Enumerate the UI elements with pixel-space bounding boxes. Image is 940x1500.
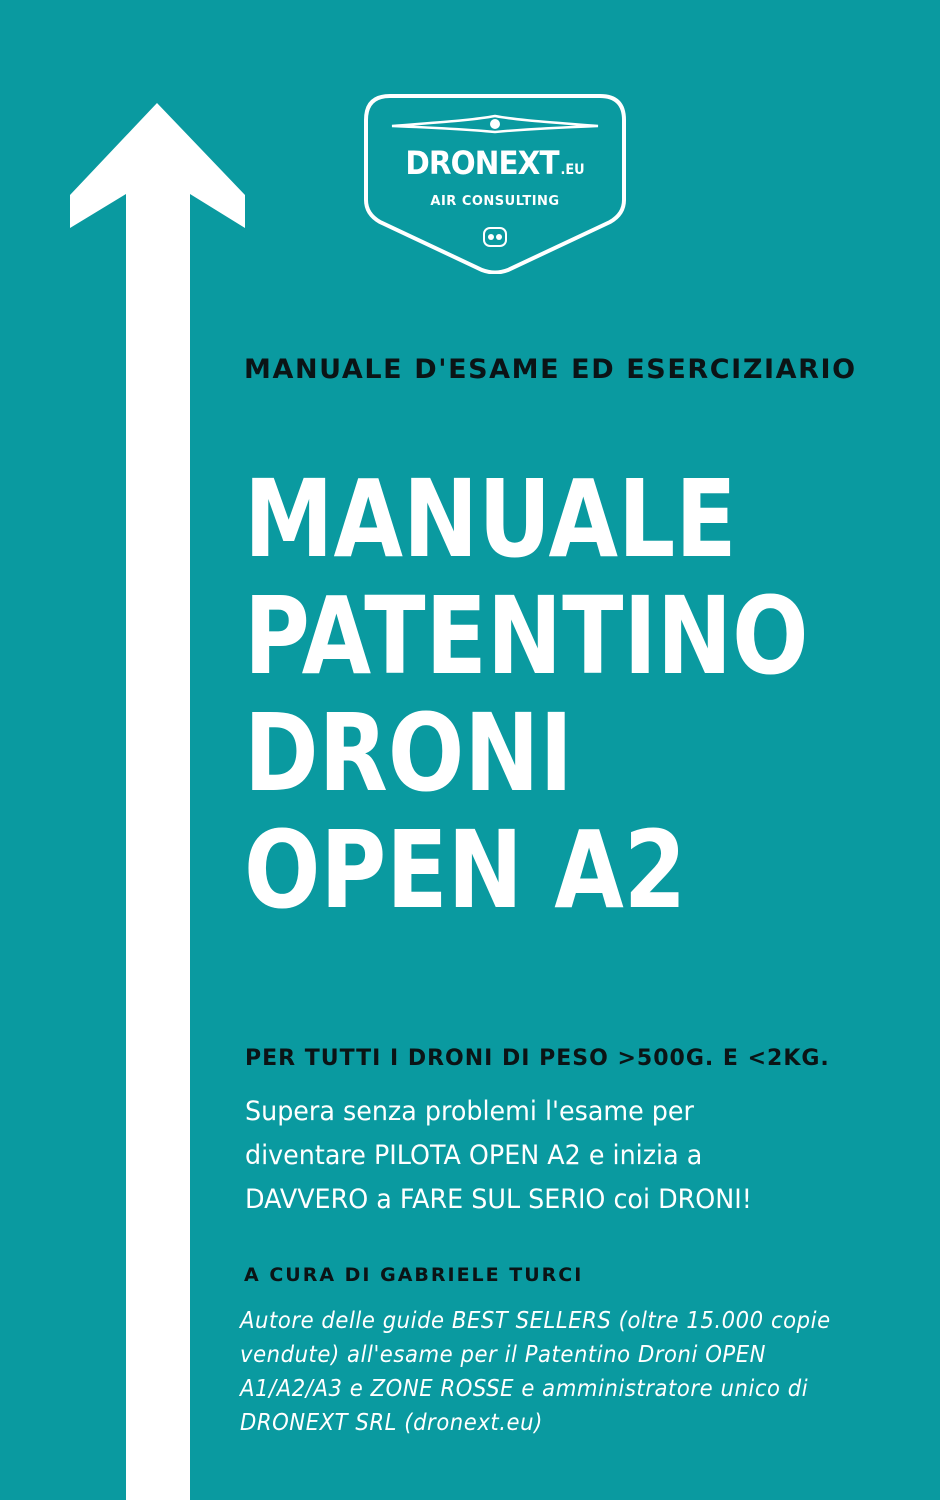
bio-line: Autore delle guide BEST SELLERS (oltre 15.000 copie (240, 1308, 831, 1334)
dronext-logo (362, 92, 628, 274)
author-bio (240, 1304, 831, 1440)
up-arrow-icon (0, 0, 260, 1500)
book-title (244, 458, 809, 933)
logo-tagline: AIR CONSULTING (430, 194, 560, 209)
title-line: OPEN A2 (244, 809, 687, 933)
blurb-line: DAVVERO a FARE SUL SERIO coi DRONI! (245, 1184, 752, 1215)
bio-line: DRONEXT SRL (dronext.eu) (240, 1410, 543, 1436)
blurb-line: Supera senza problemi l'esame per (245, 1096, 694, 1127)
bio-line: vendute) all'esame per il Patentino Droni OPEN (240, 1342, 767, 1368)
cover-blurb (245, 1090, 884, 1222)
blurb-line: diventare PILOTA OPEN A2 e inizia a (245, 1140, 703, 1171)
title-line: MANUALE (244, 458, 737, 582)
weight-range-heading: PER TUTTI I DRONI DI PESO >500G. E <2KG. (245, 1046, 830, 1071)
author-credit: A CURA DI GABRIELE TURCI (244, 1264, 584, 1286)
bio-line: A1/A2/A3 e ZONE ROSSE e amministratore unico di (240, 1376, 809, 1402)
title-line: PATENTINO (244, 575, 809, 699)
cover-subtitle: MANUALE D'ESAME ED ESERCIZIARIO (244, 354, 857, 385)
logo-brand-name: DRONEXT .EU (405, 144, 585, 182)
logo-badge-icon (362, 92, 628, 274)
title-line: DRONI (244, 692, 573, 816)
